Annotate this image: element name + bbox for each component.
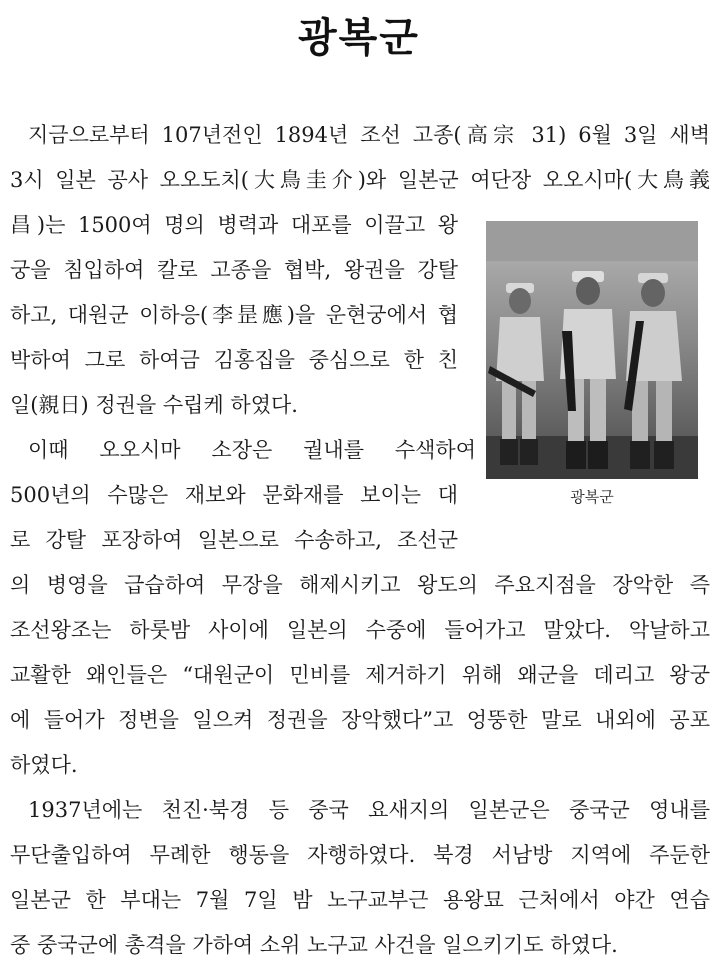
text-line: 하였다. (10, 753, 78, 777)
text-line: 무단출입하여 무례한 행동을 자행하였다. 북경 서남방 지역에 주둔한 (10, 843, 710, 867)
text-line: 에 들어가 정변을 일으켜 정권을 장악했다”고 엉뚱한 말로 내외에 공포 (10, 708, 710, 732)
text-line: 일(親日) 정권을 수립케 하였다. (10, 393, 298, 417)
text-line: 昌)는 1500여 명의 병력과 대포를 이끌고 왕 (10, 213, 458, 237)
text-line: 교활한 왜인들은 “대원군이 민비를 제거하기 위해 왜군을 데리고 왕궁 (10, 663, 710, 687)
photo-caption: 광복군 (570, 488, 614, 506)
text-line: 의 병영을 급습하여 무장을 해제시키고 왕도의 주요지점을 장악한 즉 (10, 573, 710, 597)
text-line: 이때 오오시마 소장은 궐내를 수색하여 (28, 438, 476, 462)
text-line: 궁을 침입하여 칼로 고종을 협박, 왕권을 강탈 (10, 258, 458, 282)
three-soldiers-illustration (486, 221, 698, 479)
text-line: 일본군 한 부대는 7월 7일 밤 노구교부근 용왕묘 근처에서 야간 연습 (10, 888, 710, 912)
text-line: 중 중국군에 총격을 가하여 소위 노구교 사건을 일으키기도 하였다. (10, 933, 618, 957)
page-title: 광복군 (298, 15, 420, 61)
text-line: 1937년에는 천진·북경 등 중국 요새지의 일본군은 중국군 영내를 (28, 798, 710, 822)
text-line: 조선왕조는 하룻밤 사이에 일본의 수중에 들어가고 말았다. 악날하고 (10, 618, 710, 642)
text-line: 박하여 그로 하여금 김홍집을 중심으로 한 친 (10, 348, 458, 372)
text-line: 로 강탈 포장하여 일본으로 수송하고, 조선군 (10, 528, 458, 552)
soldiers-photo (486, 221, 698, 479)
text-line: 500년의 수많은 재보와 문화재를 보이는 대 (10, 483, 458, 507)
text-line: 지금으로부터 107년전인 1894년 조선 고종(高宗 31) 6월 3일 새벽 (28, 123, 710, 147)
text-line: 3시 일본 공사 오오도치(大鳥圭介)와 일본군 여단장 오오시마(大鳥義 (10, 168, 710, 192)
text-line: 하고, 대원군 이하응(李昰應)을 운현궁에서 협 (10, 303, 458, 327)
